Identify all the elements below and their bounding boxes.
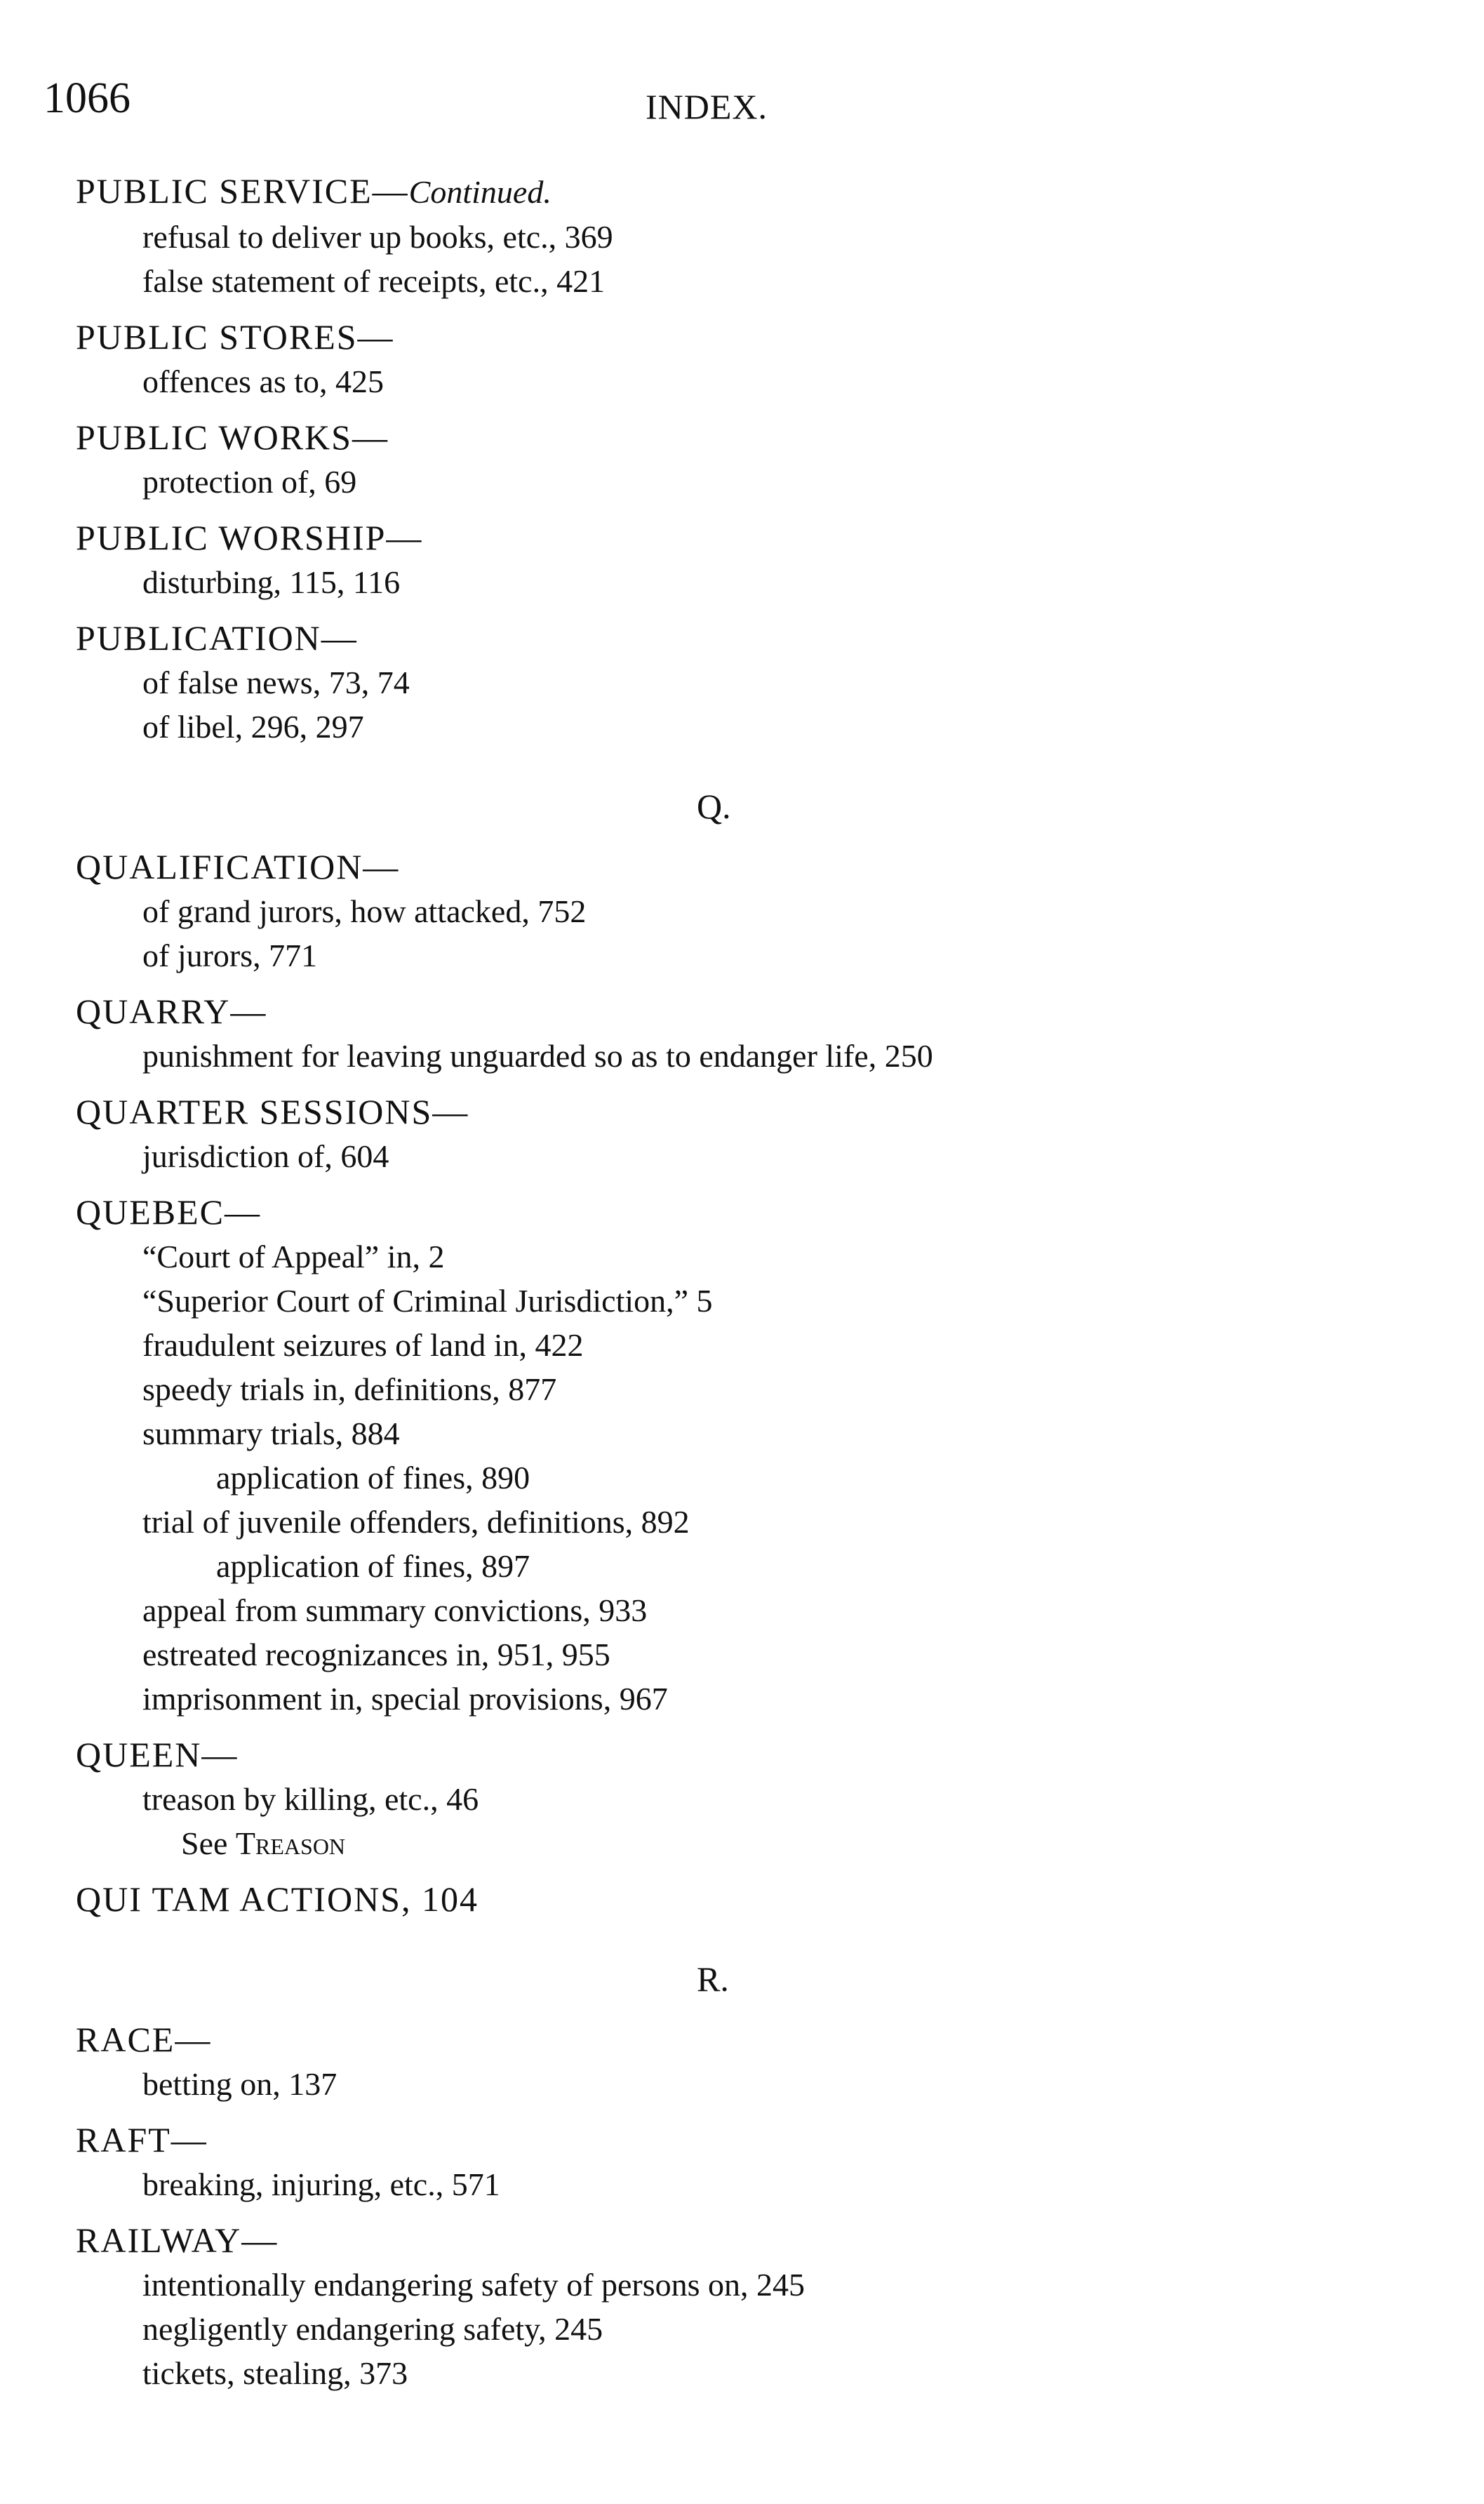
entry-heading — [76, 314, 1451, 359]
sub-entry: intentionally endangering safety of persons on, 245 — [142, 2267, 805, 2303]
entry-heading-text: PUBLIC STORES— — [76, 317, 394, 357]
sub-entry: application of fines, 890 — [216, 1460, 530, 1496]
index-entry — [76, 2017, 1451, 2106]
entry-heading — [76, 415, 1451, 460]
entry-heading-text: QUARRY— — [76, 992, 267, 1031]
index-entry — [76, 515, 1451, 604]
entry-heading-text: RAFT— — [76, 2120, 208, 2159]
sub-entry: treason by killing, etc., 46 — [142, 1781, 479, 1817]
sub-entry: “Court of Appeal” in, 2 — [142, 1239, 445, 1274]
entry-heading-text: QUEBEC— — [76, 1192, 261, 1232]
section-letter: R. — [697, 1959, 729, 1999]
sub-entry: negligently endangering safety, 245 — [142, 2311, 603, 2347]
section-letter: Q. — [697, 787, 731, 826]
sub-entry: betting on, 137 — [142, 2066, 337, 2102]
entry-heading-text: RACE— — [76, 2020, 212, 2059]
page-number: 1066 — [44, 74, 131, 122]
entry-heading — [76, 2017, 1451, 2062]
sub-entry: fraudulent seizures of land in, 422 — [142, 1327, 584, 1363]
entry-heading-text: QUALIFICATION— — [76, 847, 400, 886]
sub-entry: disturbing, 115, 116 — [142, 564, 401, 600]
sub-entry: breaking, injuring, etc., 571 — [142, 2166, 500, 2202]
index-entry — [76, 1190, 1451, 1721]
sub-entry: speedy trials in, definitions, 877 — [142, 1371, 557, 1407]
index-entry — [76, 615, 1451, 749]
entry-heading-text: PUBLIC WORSHIP— — [76, 518, 423, 557]
sub-entry: of libel, 296, 297 — [142, 709, 364, 745]
index-entry — [76, 415, 1451, 504]
entry-heading — [76, 844, 1451, 889]
sub-entry: appeal from summary convictions, 933 — [142, 1592, 648, 1628]
sub-entry: estreated recognizances in, 951, 955 — [142, 1637, 610, 1672]
sub-entry: trial of juvenile offenders, definitions, 892 — [142, 1504, 690, 1540]
cross-reference-target: Treason — [235, 1825, 346, 1861]
sub-entry: punishment for leaving unguarded so as to endanger life, 250 — [142, 1038, 933, 1074]
entry-heading — [76, 989, 1451, 1034]
sub-entry: tickets, stealing, 373 — [142, 2355, 408, 2391]
sub-entry: offences as to, 425 — [142, 364, 385, 399]
running-head: INDEX. — [646, 87, 768, 126]
sub-entry: application of fines, 897 — [216, 1548, 530, 1584]
sub-entry: imprisonment in, special provisions, 967 — [142, 1681, 668, 1717]
index-entry — [76, 314, 1451, 404]
entry-heading-text: QUEEN— — [76, 1735, 239, 1774]
entry-heading-text: PUBLIC SERVICE— — [76, 171, 409, 211]
sub-entry: of false news, 73, 74 — [142, 665, 410, 700]
index-entry — [76, 844, 1451, 978]
sub-entry: of grand jurors, how attacked, 752 — [142, 893, 587, 929]
entry-heading — [76, 168, 1451, 215]
entry-heading — [76, 2117, 1451, 2162]
entry-heading-text: QUI TAM ACTIONS, 104 — [76, 1879, 479, 1919]
sub-entry: summary trials, 884 — [142, 1416, 400, 1451]
sub-entry: false statement of receipts, etc., 421 — [142, 263, 606, 299]
entry-heading — [76, 615, 1451, 660]
entry-heading — [76, 1732, 1451, 1777]
entry-heading — [76, 1089, 1451, 1134]
entry-heading — [76, 515, 1451, 560]
index-entry — [76, 1732, 1451, 1865]
index-entry — [76, 168, 1451, 303]
cross-reference: See Treason — [181, 1825, 346, 1861]
sub-entry: protection of, 69 — [142, 464, 357, 500]
index-entry — [76, 989, 1451, 1078]
continued-label: Continued. — [408, 174, 552, 210]
entry-heading — [76, 2218, 1451, 2263]
entry-heading — [76, 1877, 1451, 1922]
entry-heading-text: RAILWAY— — [76, 2220, 279, 2260]
index-entry — [76, 1877, 1451, 1922]
sub-entry: jurisdiction of, 604 — [142, 1138, 389, 1174]
index-entry — [76, 2117, 1451, 2206]
index-content — [76, 168, 1451, 2406]
index-entry — [76, 2218, 1451, 2395]
entry-heading-text: QUARTER SESSIONS— — [76, 1092, 469, 1131]
page-header — [44, 70, 815, 133]
sub-entry: “Superior Court of Criminal Jurisdiction,” 5 — [142, 1283, 713, 1319]
entry-heading-text: PUBLICATION— — [76, 618, 358, 658]
entry-heading — [76, 1190, 1451, 1234]
sub-entry: refusal to deliver up books, etc., 369 — [142, 219, 613, 255]
sub-entry: of jurors, 771 — [142, 938, 318, 973]
entry-heading-text: PUBLIC WORKS— — [76, 418, 389, 457]
index-entry — [76, 1089, 1451, 1178]
